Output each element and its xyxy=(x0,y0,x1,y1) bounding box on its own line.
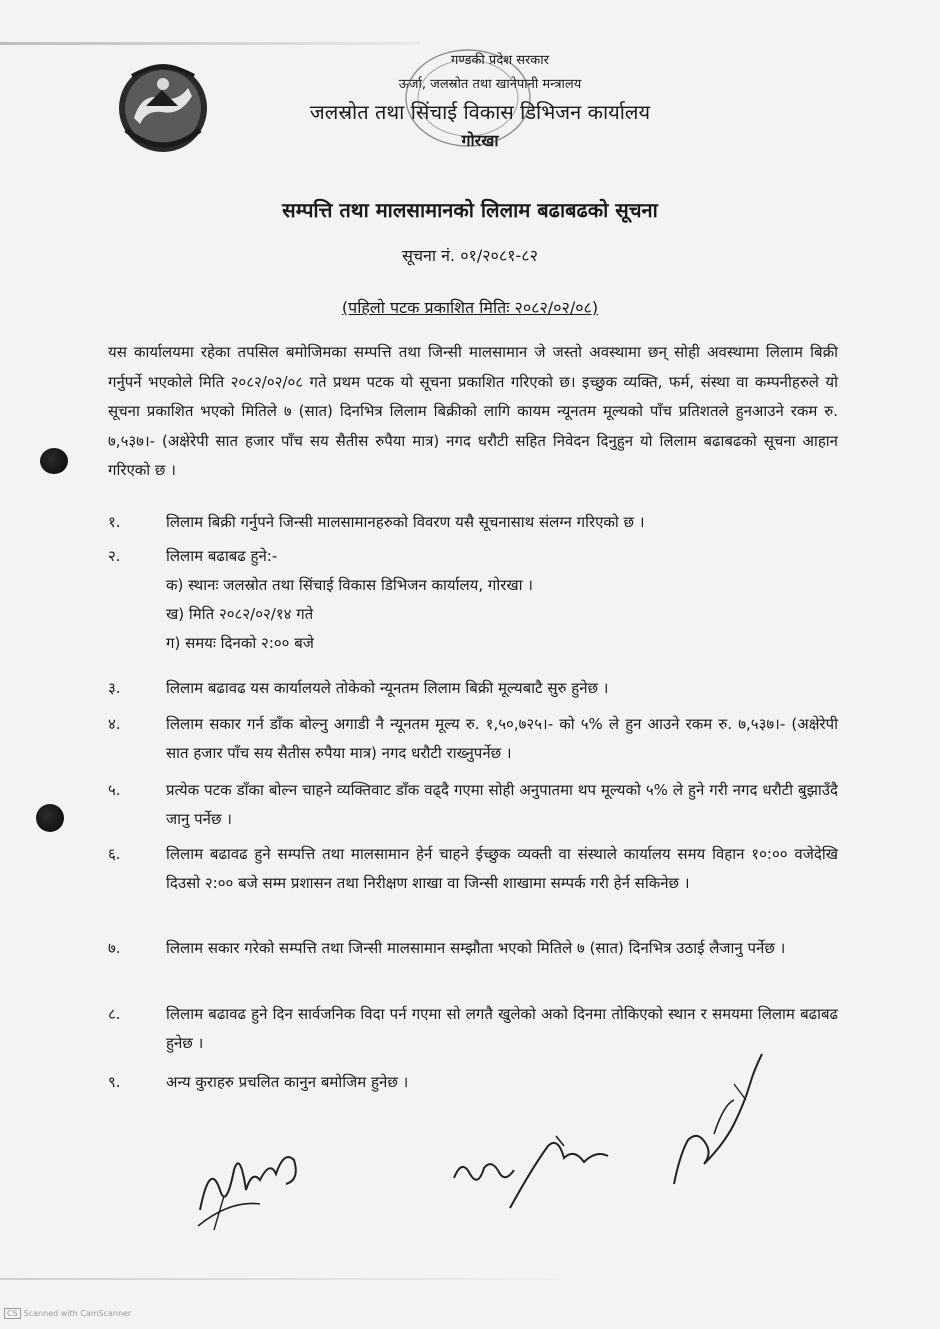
item-number: ६. xyxy=(108,845,121,863)
item-text: प्रत्येक पटक डाँका बोल्न चाहने व्यक्तिवाट डाँक वढ्दै गएमा सोही अनुपातमा थप मूल्यको ५% ले हुने गरी नगद धरौटी बुझाउँदै जानु पर्नेछ । xyxy=(166,781,838,828)
list-item-7 xyxy=(108,934,838,963)
item-number: २. xyxy=(108,547,121,565)
list-item-5 xyxy=(108,776,838,834)
scan-edge-bottom xyxy=(0,1278,560,1280)
camscanner-text: Scanned with CamScanner xyxy=(23,1309,132,1318)
list-item-1 xyxy=(108,508,838,537)
item-text: लिलाम सकार गरेको सम्पत्ति तथा जिन्सी मालसामान सम्झौता भएको मितिले ७ (सात) दिनभित्र उठाई लैजानु पर्नेछ । xyxy=(166,939,786,957)
signature-2 xyxy=(448,1128,618,1218)
item-number: ५. xyxy=(108,781,121,799)
published-date: (पहिलो पटक प्रकाशित मितिः २०८२/०२/०८) xyxy=(341,298,599,317)
notice-number: सूचना नं. ०१/२०८१-८२ xyxy=(402,246,538,265)
item-text: अन्य कुराहरु प्रचलित कानुन बमोजिम हुनेछ । xyxy=(166,1073,409,1091)
sub-item-place: क) स्थानः जलस्रोत तथा सिंचाई विकास डिभिजन कार्यालय, गोरखा । xyxy=(166,576,533,594)
scan-edge-top xyxy=(0,42,420,45)
sub-item-time: ग) समयः दिनको २:०० बजे xyxy=(166,634,314,652)
item-text: लिलाम बढावढ हुने दिन सार्वजनिक विदा पर्न गएमा सो लगतै खुलेको अको दिनमा तोकिएको स्थान र समयमा लिलाम बढाबढ हुनेछ । xyxy=(166,1005,838,1052)
item-number: ७. xyxy=(108,939,121,957)
list-item-4 xyxy=(108,710,838,768)
item-number: ८. xyxy=(108,1005,121,1023)
item-text: लिलाम बढावढ यस कार्यालयले तोकेको न्यूनतम लिलाम बिक्री मूल्यबाटै सुरु हुनेछ । xyxy=(166,679,609,697)
signature-1 xyxy=(190,1130,320,1240)
office-location: गोरखा xyxy=(461,131,499,150)
item-number: १. xyxy=(108,513,121,531)
item-text: लिलाम बढावढ हुने सम्पत्ति तथा मालसामान हेर्न चाहने ईच्छुक व्यक्ती वा संस्थाले कार्यालय समय विहान १०:०० वजेदेखि दिउसो २:०० बजे सम्म प्रशासन तथा निरीक्षण शाखा वा जिन्सी शाखामा सम्पर्क गरी हेर्न सकिनेछ । xyxy=(166,845,838,892)
item-text: लिलाम बिक्री गर्नुपने जिन्सी मालसामानहरुको विवरण यसै सूचनासाथ संलग्न गरिएको छ । xyxy=(166,513,645,531)
list-item-3 xyxy=(108,674,838,703)
signature-3 xyxy=(654,1044,774,1194)
office-name: जलस्रोत तथा सिंचाई विकास डिभिजन कार्यालय xyxy=(309,100,651,124)
stamp-text: गण्डकी प्रदेश सरकार xyxy=(451,53,549,68)
camscanner-logo-icon: CS xyxy=(4,1308,21,1319)
nepal-government-emblem-icon xyxy=(112,60,214,156)
list-item-2 xyxy=(108,542,838,658)
item-number: ३. xyxy=(108,679,121,697)
list-item-6 xyxy=(108,840,838,898)
item-number: ४. xyxy=(108,715,121,733)
sub-item-date: ख) मिति २०८२/०२/१४ गते xyxy=(166,605,314,623)
item-text: लिलाम बढाबढ हुने:- xyxy=(166,547,278,565)
notice-title: सम्पत्ति तथा मालसामानको लिलाम बढाबढको सूचना xyxy=(282,198,658,222)
office-header xyxy=(280,50,680,151)
item-number: ९. xyxy=(108,1073,121,1091)
punch-hole xyxy=(40,448,68,474)
ministry-name: ऊर्जा, जलस्रोत तथा खानेपानी मन्त्रालय xyxy=(398,77,582,92)
punch-hole xyxy=(36,804,64,832)
intro-paragraph: यस कार्यालयमा रहेका तपसिल बमोजिमका सम्पत्ति तथा जिन्सी मालसामान जे जस्तो अवस्थामा छन् सोही अवस्थामा लिलाम बिक्री गर्नुपर्ने भएकोले मिति २०८२/०२/०८ गते प्रथम पटक यो सूचना प्रकाशित गरिएको छ। इच्छुक व्यक्ति, फर्म, संस्था वा कम्पनीहरुले यो सूचना प्रकाशित भएको मितिले ७ (सात) दिनभित्र लिलाम बिक्रीको लागि कायम न्यूनतम मूल्यको पाँच प्रतिशतले हुनआउने रकम रु. ७,५३७।- (अक्षेरेपी सात हजार पाँच सय सैतीस रुपैया मात्र) नगद धरौटी सहित निवेदन दिनुहुन यो लिलाम बढाबढको सूचना आहान गरिएको छ । xyxy=(108,343,838,479)
camscanner-watermark xyxy=(4,1308,131,1319)
item-text: लिलाम सकार गर्न डाँक बोल्नु अगाडी नै न्यूनतम मूल्य रु. १,५०,७२५।- को ५% ले हुन आउने रकम रु. ७,५३७।- (अक्षेरेपी सात हजार पाँच सय सैतीस रुपैया मात्र) नगद धरौटी राख्नुपर्नेछ । xyxy=(166,715,838,762)
